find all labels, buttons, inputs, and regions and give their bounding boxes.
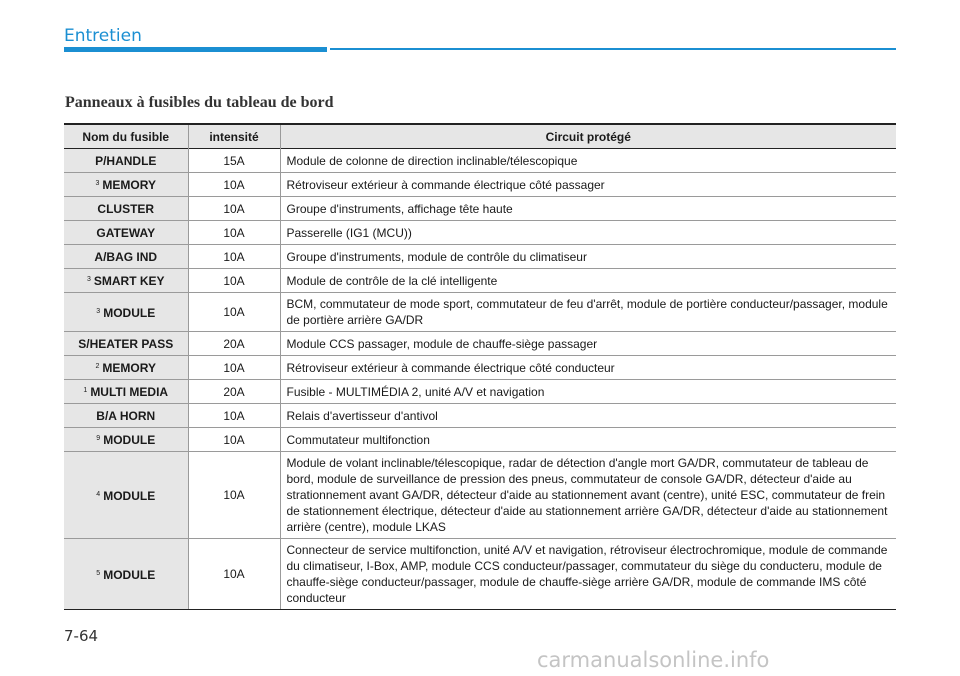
fuse-amperage: 15A [188, 149, 280, 173]
header-rule-accent [64, 47, 327, 52]
table-row [64, 539, 896, 610]
table-row [64, 197, 896, 221]
fuse-name-cell [64, 173, 188, 197]
protected-circuit: BCM, commutateur de mode sport, commutateur de feu d'arrêt, module de portière conducteur/passager, module de portière arrière GA/DR [280, 293, 896, 332]
fuse-amperage: 10A [188, 356, 280, 380]
protected-circuit: Groupe d'instruments, module de contrôle du climatiseur [280, 245, 896, 269]
table-header-row [64, 124, 896, 149]
fuse-name-cell [64, 356, 188, 380]
fuse-name-cell [64, 269, 188, 293]
protected-circuit: Fusible - MULTIMÉDIA 2, unité A/V et navigation [280, 380, 896, 404]
fuse-superscript: 4 [96, 490, 101, 498]
column-header-protected-circuit: Circuit protégé [280, 124, 896, 149]
fuse-amperage: 10A [188, 245, 280, 269]
table-row [64, 428, 896, 452]
fuse-name-cell [64, 404, 188, 428]
fuse-amperage: 10A [188, 269, 280, 293]
fuse-amperage: 20A [188, 332, 280, 356]
section-title: Entretien [64, 26, 142, 46]
table-row [64, 173, 896, 197]
fuse-name: CLUSTER [97, 201, 155, 216]
page-heading: Panneaux à fusibles du tableau de bord [65, 94, 334, 111]
fuse-superscript: 3 [96, 307, 101, 315]
fuse-name-cell [64, 332, 188, 356]
column-header-amperage: intensité [188, 124, 280, 149]
fuse-name: S/HEATER PASS [78, 336, 174, 351]
protected-circuit: Passerelle (IG1 (MCU)) [280, 221, 896, 245]
fuse-amperage: 10A [188, 293, 280, 332]
table-row [64, 404, 896, 428]
fuse-name: GATEWAY [96, 225, 156, 240]
fuse-superscript: 2 [95, 363, 100, 370]
watermark: carmanualsonline.info [537, 648, 770, 672]
fuse-name: B/A HORN [96, 408, 156, 423]
fuse-name: MEMORY [102, 361, 156, 375]
fuse-name-cell [64, 539, 188, 610]
fuse-amperage: 10A [188, 221, 280, 245]
fuse-name: MEMORY [102, 178, 156, 192]
fuse-name: A/BAG IND [94, 249, 158, 264]
fuse-amperage: 20A [188, 380, 280, 404]
protected-circuit: Module CCS passager, module de chauffe-siège passager [280, 332, 896, 356]
fuse-superscript: 3 [95, 180, 100, 187]
fuse-name-cell [64, 380, 188, 404]
fuse-superscript: 1 [83, 387, 88, 394]
fuse-superscript: 9 [96, 435, 101, 442]
fuse-name: P/HANDLE [95, 153, 157, 168]
fuse-amperage: 10A [188, 539, 280, 610]
fuse-amperage: 10A [188, 452, 280, 539]
fuse-name: MODULE [103, 567, 156, 582]
protected-circuit: Module de contrôle de la clé intelligente [280, 269, 896, 293]
fuse-table-body [64, 149, 896, 610]
fuse-superscript: 3 [86, 276, 91, 283]
protected-circuit: Relais d'avertisseur d'antivol [280, 404, 896, 428]
fuse-name-cell [64, 149, 188, 173]
protected-circuit: Groupe d'instruments, affichage tête haute [280, 197, 896, 221]
fuse-amperage: 10A [188, 173, 280, 197]
table-row [64, 332, 896, 356]
fuse-amperage: 10A [188, 197, 280, 221]
table-row [64, 269, 896, 293]
fuse-name: SMART KEY [93, 274, 165, 288]
protected-circuit: Connecteur de service multifonction, unité A/V et navigation, rétroviseur électrochromique, module de commande du climatiseur, I-Box, AMP, module CCS conducteur/passager, commutateur du siège du conducteru, module de chauffe-siège conducteur/passager, module de chauffe-siège arrière GA/DR, module de commande IMS côté conducteur [280, 539, 896, 610]
header-rule-line [330, 48, 896, 50]
fuse-amperage: 10A [188, 428, 280, 452]
fuse-name-cell [64, 452, 188, 539]
protected-circuit: Module de volant inclinable/télescopique, radar de détection d'angle mort GA/DR, commutateur de tableau de bord, module de surveillance de pression des pneus, commutateur de console GA/DR, détecteur d'aide au strationnement avant GA/DR, détecteur d'aide au stationnement avant (centre), unité ESC, commutateur de frein de stationnement électrique, détecteur d'aide au stationnement arrière GA/DR, détecteur d'aide au stationnement arrière (centre), module LKAS [280, 452, 896, 539]
protected-circuit: Module de colonne de direction inclinable/télescopique [280, 149, 896, 173]
fuse-table [64, 123, 896, 610]
table-row [64, 221, 896, 245]
protected-circuit: Commutateur multifonction [280, 428, 896, 452]
fuse-name-cell [64, 221, 188, 245]
table-row [64, 293, 896, 332]
table-row [64, 149, 896, 173]
fuse-name: MULTI MEDIA [90, 385, 169, 399]
fuse-name-cell [64, 293, 188, 332]
protected-circuit: Rétroviseur extérieur à commande électrique côté conducteur [280, 356, 896, 380]
fuse-name-cell [64, 197, 188, 221]
fuse-name: MODULE [103, 433, 156, 447]
protected-circuit: Rétroviseur extérieur à commande électrique côté passager [280, 173, 896, 197]
table-row [64, 245, 896, 269]
fuse-name: MODULE [103, 305, 156, 320]
fuse-name-cell [64, 428, 188, 452]
table-row [64, 380, 896, 404]
column-header-fuse-name: Nom du fusible [64, 124, 188, 149]
table-row [64, 452, 896, 539]
fuse-superscript: 5 [96, 569, 101, 577]
fuse-name-cell [64, 245, 188, 269]
table-row [64, 356, 896, 380]
fuse-amperage: 10A [188, 404, 280, 428]
fuse-name: MODULE [103, 488, 156, 503]
page-number: 7-64 [64, 627, 99, 645]
